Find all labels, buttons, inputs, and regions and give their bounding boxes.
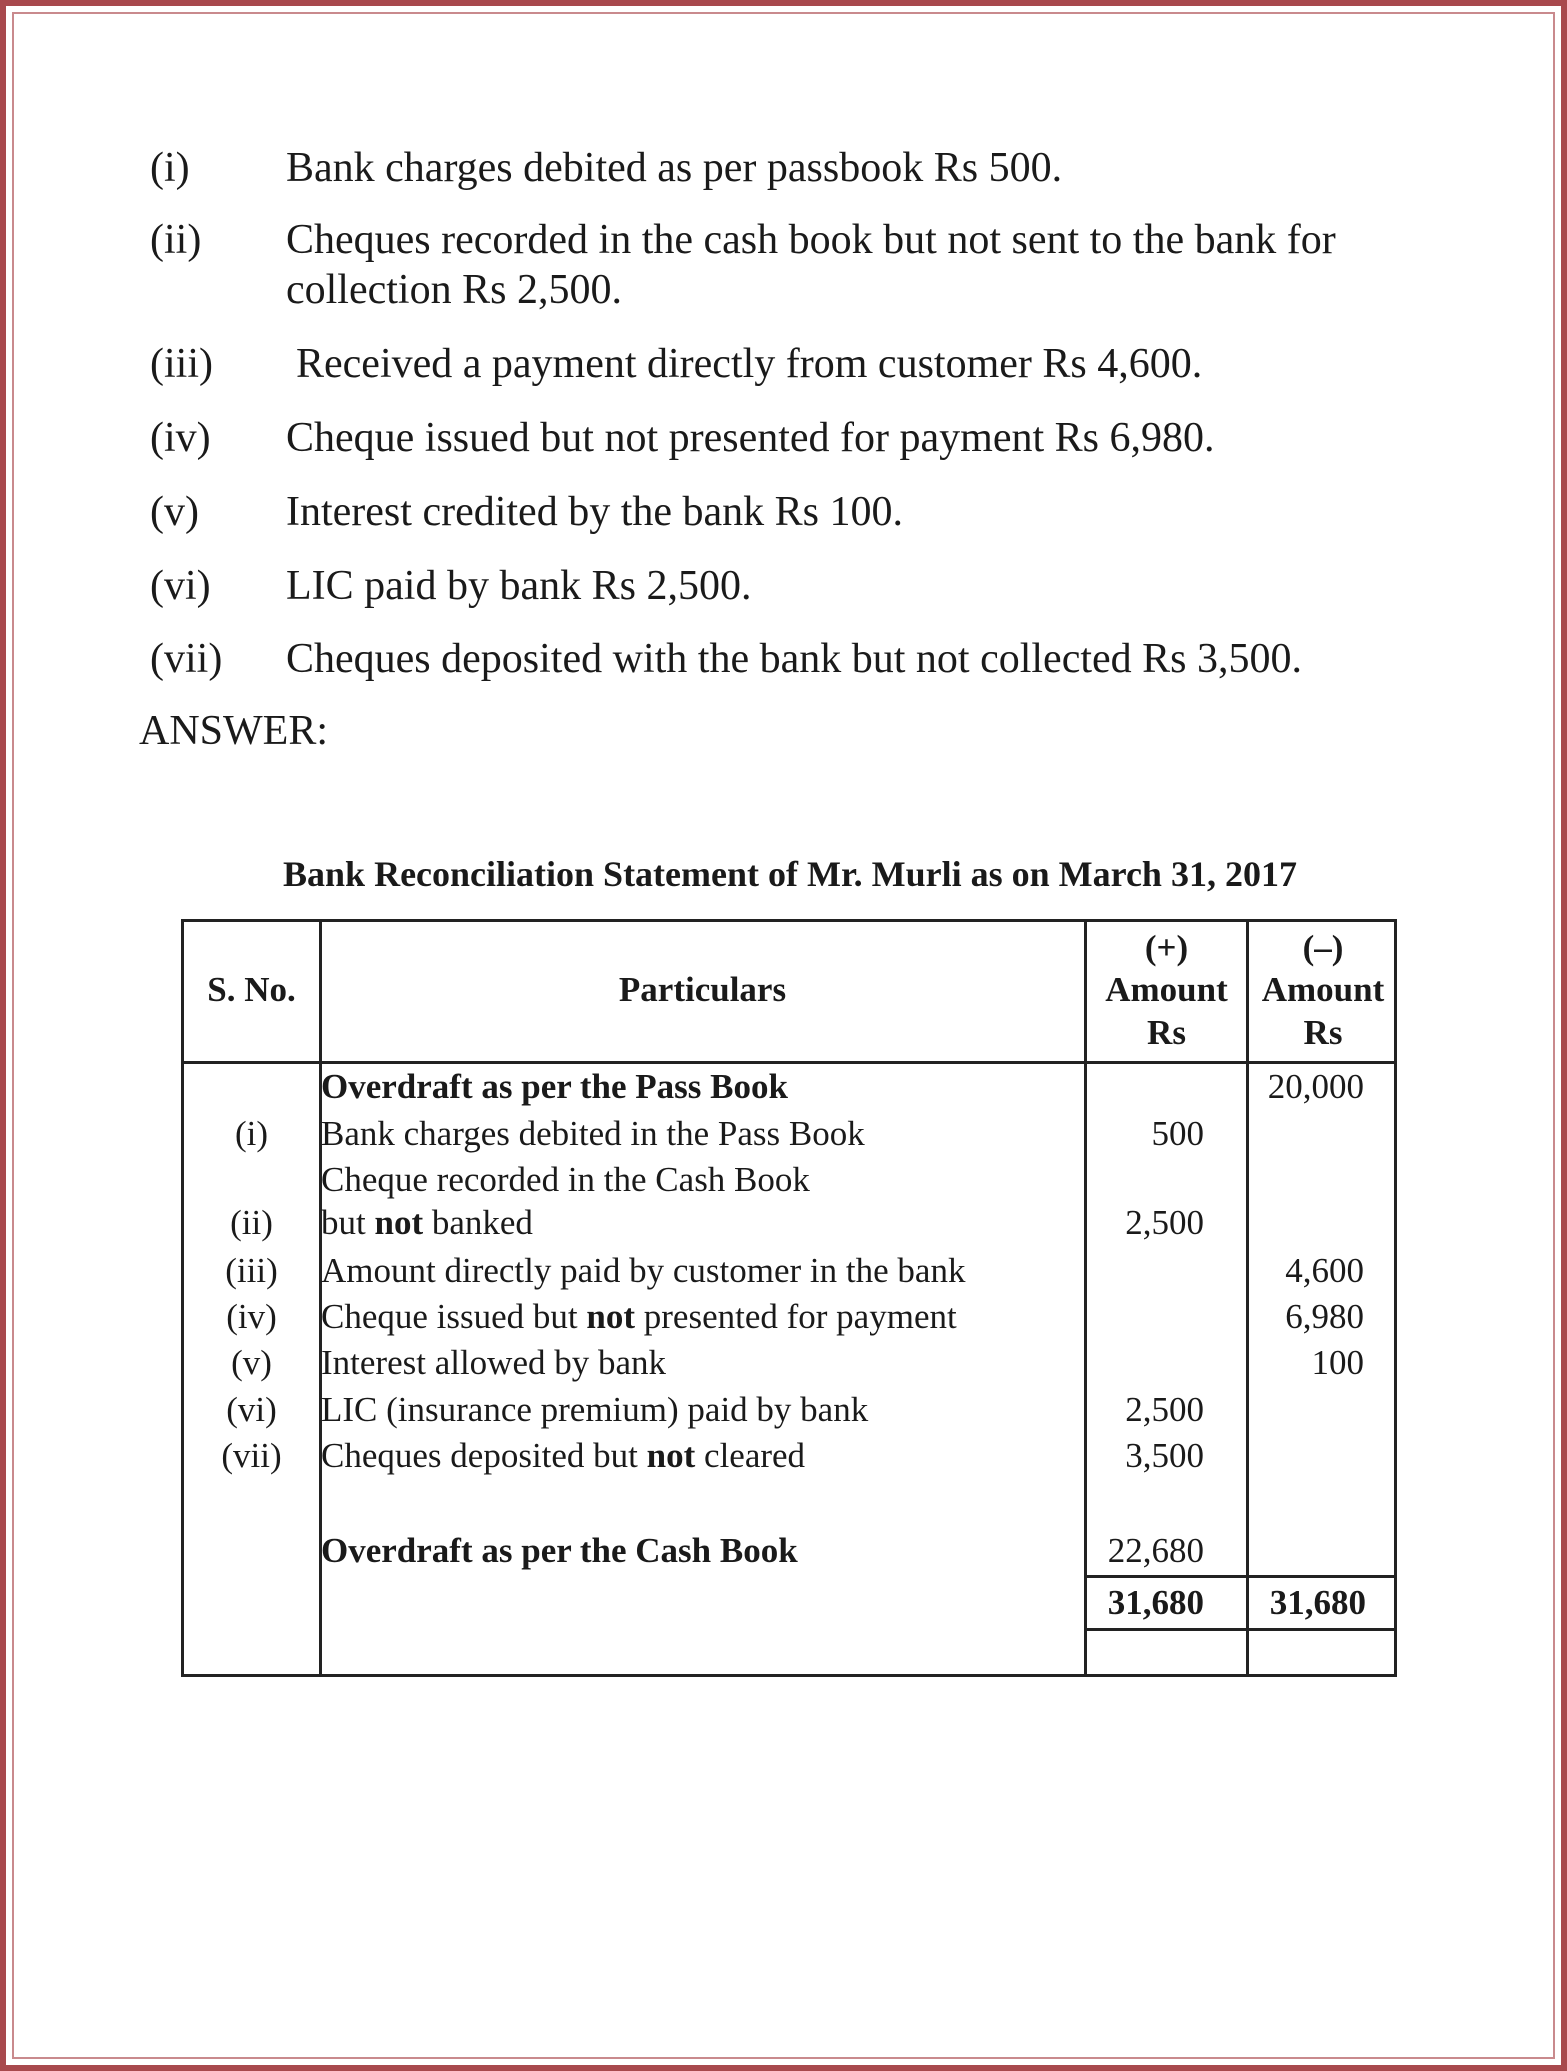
- question-text: Cheques recorded in the cash book but not sent to the bank for collection Rs 2,500.: [286, 217, 1336, 313]
- question-text: Cheques deposited with the bank but not collected Rs 3,500.: [286, 636, 1302, 682]
- row-particulars: LIC (insurance premium) paid by bank: [321, 1390, 869, 1429]
- header-plus-unit: Rs: [1147, 1013, 1186, 1052]
- row-sno: (v): [231, 1343, 272, 1382]
- question-text: Interest credited by the bank Rs 100.: [286, 489, 903, 535]
- header-minus-sign: (–): [1302, 928, 1344, 967]
- row-sno: (i): [234, 1114, 269, 1153]
- header-plus-sign: (+): [1144, 928, 1189, 967]
- row-minus-amount: 100: [1311, 1343, 1364, 1382]
- row-particulars-line1: Cheque recorded in the Cash Book: [321, 1160, 810, 1199]
- question-text: Cheque issued but not presented for payment Rs 6,980.: [286, 415, 1215, 461]
- header-plus-amount: Amount: [1105, 970, 1228, 1009]
- row-particulars: Interest allowed by bank: [321, 1343, 667, 1382]
- total-top-rule: [1084, 1575, 1394, 1578]
- header-minus-unit: Rs: [1303, 1013, 1343, 1052]
- header-particulars: Particulars: [618, 970, 787, 1009]
- row-plus-amount: 2,500: [1125, 1203, 1204, 1242]
- row-sno: (vi): [226, 1390, 277, 1429]
- total-plus: 31,680: [1107, 1583, 1204, 1622]
- row-plus-amount: 500: [1151, 1114, 1204, 1153]
- reconciliation-table: [181, 919, 1397, 1677]
- opening-balance-label: Overdraft as per the Pass Book: [321, 1067, 788, 1106]
- question-number: (v): [150, 489, 199, 535]
- question-text: Bank charges debited as per passbook Rs 500.: [286, 145, 1063, 191]
- row-particulars: Cheque issued but not presented for payment: [321, 1297, 957, 1336]
- row-minus-amount: 4,600: [1285, 1251, 1364, 1290]
- question-number: (iii): [150, 341, 213, 387]
- row-particulars: Bank charges debited in the Pass Book: [321, 1114, 865, 1153]
- row-particulars: Cheques deposited but not cleared: [321, 1436, 806, 1475]
- question-number: (ii): [150, 217, 202, 263]
- opening-balance-minus: 20,000: [1267, 1067, 1364, 1106]
- row-plus-amount: 3,500: [1125, 1436, 1204, 1475]
- question-number: (vi): [150, 563, 211, 609]
- statement-title: Bank Reconciliation Statement of Mr. Murli as on March 31, 2017: [283, 854, 1297, 894]
- row-minus-amount: 6,980: [1285, 1297, 1364, 1336]
- question-number: (iv): [150, 415, 211, 461]
- answer-label: ANSWER:: [139, 708, 328, 754]
- closing-balance-plus: 22,680: [1107, 1531, 1204, 1570]
- row-particulars: Amount directly paid by customer in the bank: [321, 1251, 966, 1290]
- row-sno: (ii): [230, 1203, 273, 1242]
- question-text: LIC paid by bank Rs 2,500.: [286, 563, 752, 609]
- question-number: (vii): [150, 636, 223, 682]
- row-sno: (vii): [221, 1436, 282, 1475]
- total-minus: 31,680: [1269, 1583, 1366, 1622]
- header-minus-amount: Amount: [1261, 970, 1385, 1009]
- row-sno: (iii): [225, 1251, 278, 1290]
- row-sno: (iv): [226, 1297, 277, 1336]
- total-bottom-rule: [1084, 1628, 1394, 1631]
- question-number: (i): [150, 145, 190, 191]
- closing-balance-label: Overdraft as per the Cash Book: [321, 1531, 798, 1570]
- row-plus-amount: 2,500: [1125, 1390, 1204, 1429]
- question-text: Received a payment directly from customer Rs 4,600.: [296, 341, 1203, 387]
- header-sno: S. No.: [207, 970, 296, 1009]
- row-particulars: but not banked: [321, 1203, 533, 1242]
